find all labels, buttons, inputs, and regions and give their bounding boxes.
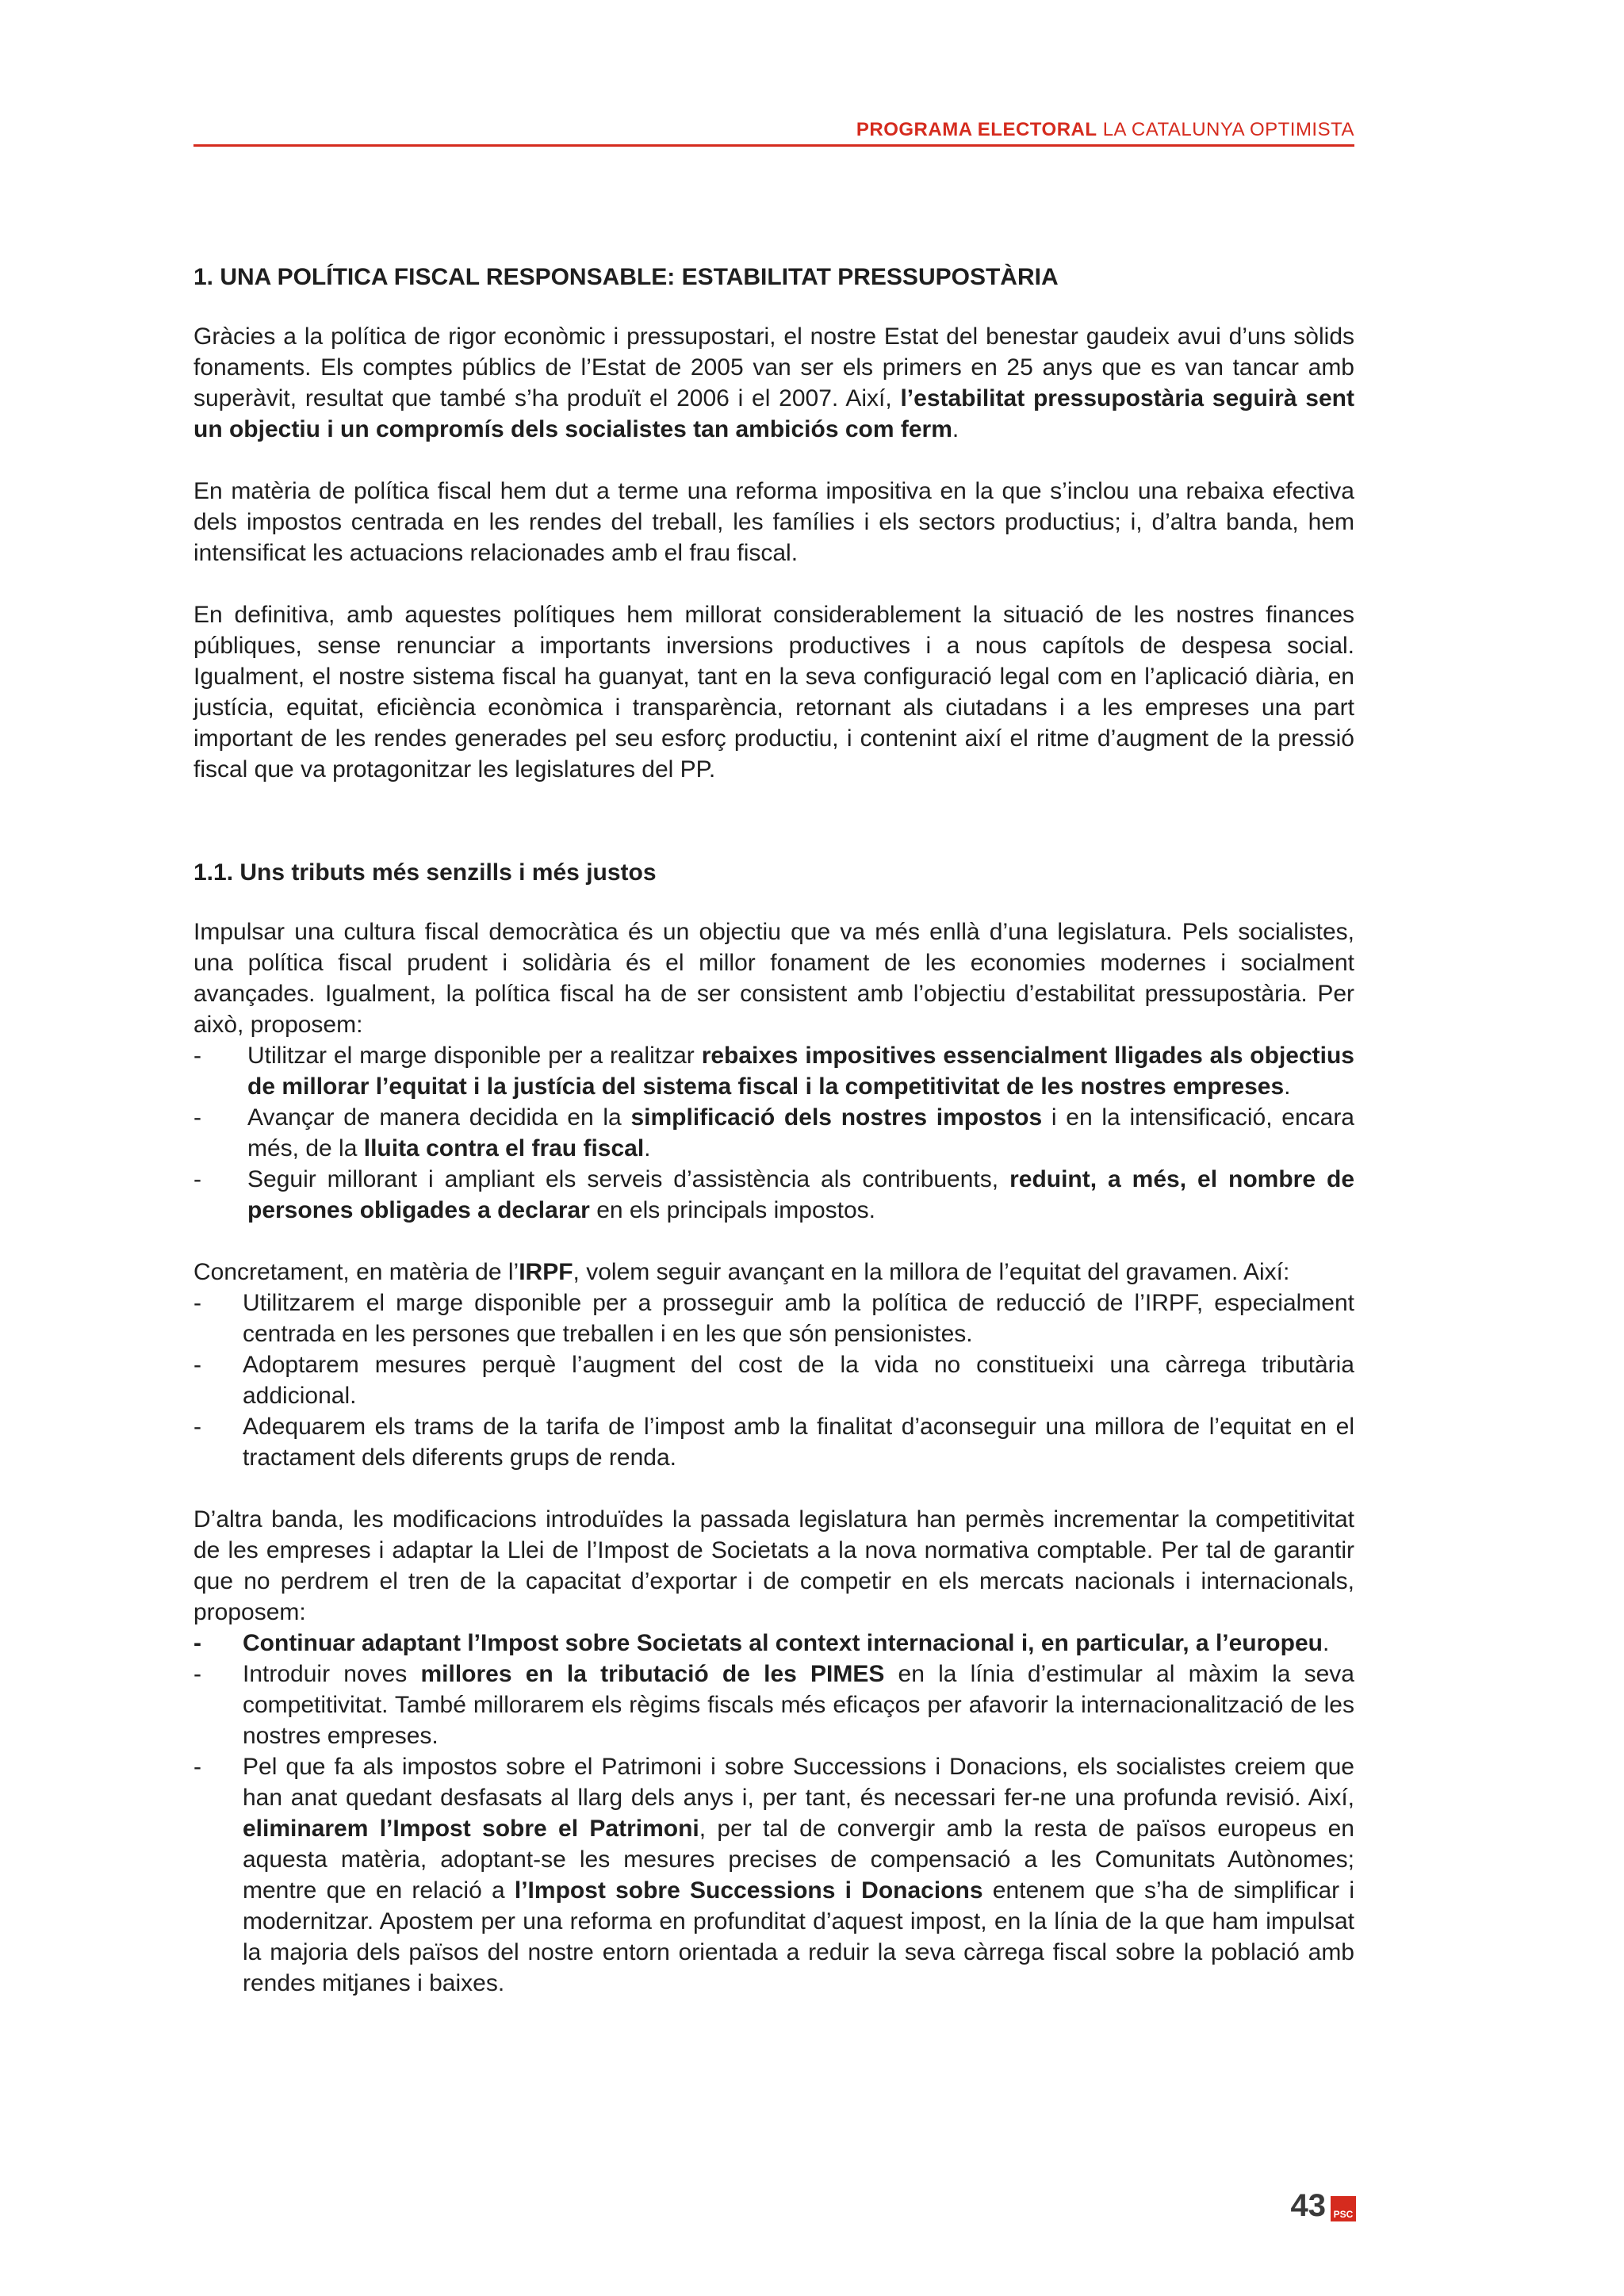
paragraph: En matèria de política fiscal hem dut a terme una reforma impositiva en la que s’inclou una rebaixa efectiva dels impostos centrada en les rendes del treball, les famílies i els sectors productius; i, d’altra banda, hem intensificat les actuacions relacionades amb el frau fiscal. <box>193 478 1354 566</box>
list-item: - Utilitzar el marge disponible per a realitzar rebaixes impositives essencialment lligades als objectius de millorar l’equitat i la justícia del sistema fiscal i la competitivitat de les nostres empreses. <box>193 1043 1354 1100</box>
psc-logo: PSC <box>1331 2196 1356 2221</box>
company-tax-list <box>193 1628 1354 1999</box>
document-body <box>193 262 1354 2030</box>
list-item: - Adequarem els trams de la tarifa de l’impost amb la finalitat d’aconseguir una millora de l’equitat en el tractament dels diferents grups de renda. <box>193 1414 1354 1471</box>
irpf-list <box>193 1288 1354 1473</box>
paragraph: Concretament, en matèria de l’IRPF, volem seguir avançant en la millora de l’equitat del gravamen. Així: <box>193 1259 1290 1285</box>
list-item: - Pel que fa als impostos sobre el Patrimoni i sobre Successions i Donacions, els socialistes creiem que han anat quedant desfasats al llarg dels anys i, per tant, és necessari fer-ne una profunda revisió. Així, eliminarem l’Impost sobre el Patrimoni, per tal de convergir amb la resta de països europeus en aquesta matèria, adoptant-se les mesures precises de compensació a les Comunitats Autònomes; mentre que en relació a l’Impost sobre Successions i Donacions entenem que s’ha de simplificar i modernitzar. Apostem per una reforma en profunditat d’aquest impost, en la línia de la que ham impulsat la majoria dels països del nostre entorn orientada a reduir la seva càrrega fiscal sobre la població amb rendes mitjanes i baixes. <box>193 1754 1355 1996</box>
page-number: 43 <box>1290 2188 1326 2223</box>
list-item: - Seguir millorant i ampliant els serveis d’assistència als contribuents, reduint, a més, el nombre de persones obligades a declarar en els principals impostos. <box>193 1166 1354 1223</box>
running-header <box>193 119 1354 141</box>
paragraph: Impulsar una cultura fiscal democràtica és un objectiu que va més enllà d’una legislatura. Pels socialistes, una política fiscal prudent i solidària és el millor fonament de les economies modernes i socialment avançades. Igualment, la política fiscal ha de ser consistent amb l’objectiu d’estabilitat pressupostària. Per això, proposem: <box>193 919 1354 1038</box>
header-divider <box>193 144 1354 147</box>
spacer <box>193 816 1354 857</box>
paragraph: D’altra banda, les modificacions introduïdes la passada legislatura han permès incrementar la competitivitat de les empreses i adaptar la Llei de l’Impost de Societats a la nova normativa comptable. Per tal de garantir que no perdrem el tren de la capacitat d’exportar i de competir en els mercats nacionals i internacionals, proposem: <box>193 1506 1354 1625</box>
section-title: 1. UNA POLÍTICA FISCAL RESPONSABLE: ESTABILITAT PRESSUPOSTÀRIA <box>193 264 1059 290</box>
header-program: PROGRAMA ELECTORAL <box>856 119 1097 140</box>
list-item: - Adoptarem mesures perquè l’augment del cost de la vida no constitueixi una càrrega tributària addicional. <box>193 1352 1354 1409</box>
list-item: - Continuar adaptant l’Impost sobre Societats al context internacional i, en particular, a l’europeu. <box>193 1630 1330 1656</box>
list-item: - Introduir noves millores en la tributació de les PIMES en la línia d’estimular al màxim la seva competitivitat. També millorarem els règims fiscals més eficaços per afavorir la internacionalització de les nostres empreses. <box>193 1661 1354 1749</box>
paragraph: En definitiva, amb aquestes polítiques hem millorat considerablement la situació de les nostres finances públiques, sense renunciar a importants inversions productives i a nous capítols de despesa social. Igualment, el nostre sistema fiscal ha guanyat, tant en la seva configuració legal com en l’aplicació diària, en justícia, equitat, eficiència econòmica i transparència, retornant als ciutadans i a les empreses una part important de les rendes generades pel seu esforç productiu, i contenint així el ritme d’augment de la pressió fiscal que va protagonitzar les legislatures del PP. <box>193 602 1354 783</box>
list-item: - Utilitzarem el marge disponible per a prosseguir amb la política de reducció de l’IRPF, especialment centrada en les persones que treballen i en les que són pensionistes. <box>193 1290 1354 1347</box>
header-subtitle: LA CATALUNYA OPTIMISTA <box>1102 119 1354 140</box>
paragraph: Gràcies a la política de rigor econòmic i pressupostari, el nostre Estat del benestar gaudeix avui d’uns sòlids fonaments. Els comptes públics de l’Estat de 2005 van ser els primers en 25 anys que es van tancar amb superàvit, resultat que també s’ha produït el 2006 i el 2007. Així, l’estabilitat pressupostària seguirà sent un objectiu i un compromís dels socialistes tan ambiciós com ferm. <box>193 323 1354 442</box>
proposal-list <box>193 1040 1354 1226</box>
subsection-title: 1.1. Uns tributs més senzills i més justos <box>193 859 657 886</box>
list-item: - Avançar de manera decidida en la simplificació dels nostres impostos i en la intensificació, encara més, de la lluita contra el frau fiscal. <box>193 1104 1354 1161</box>
